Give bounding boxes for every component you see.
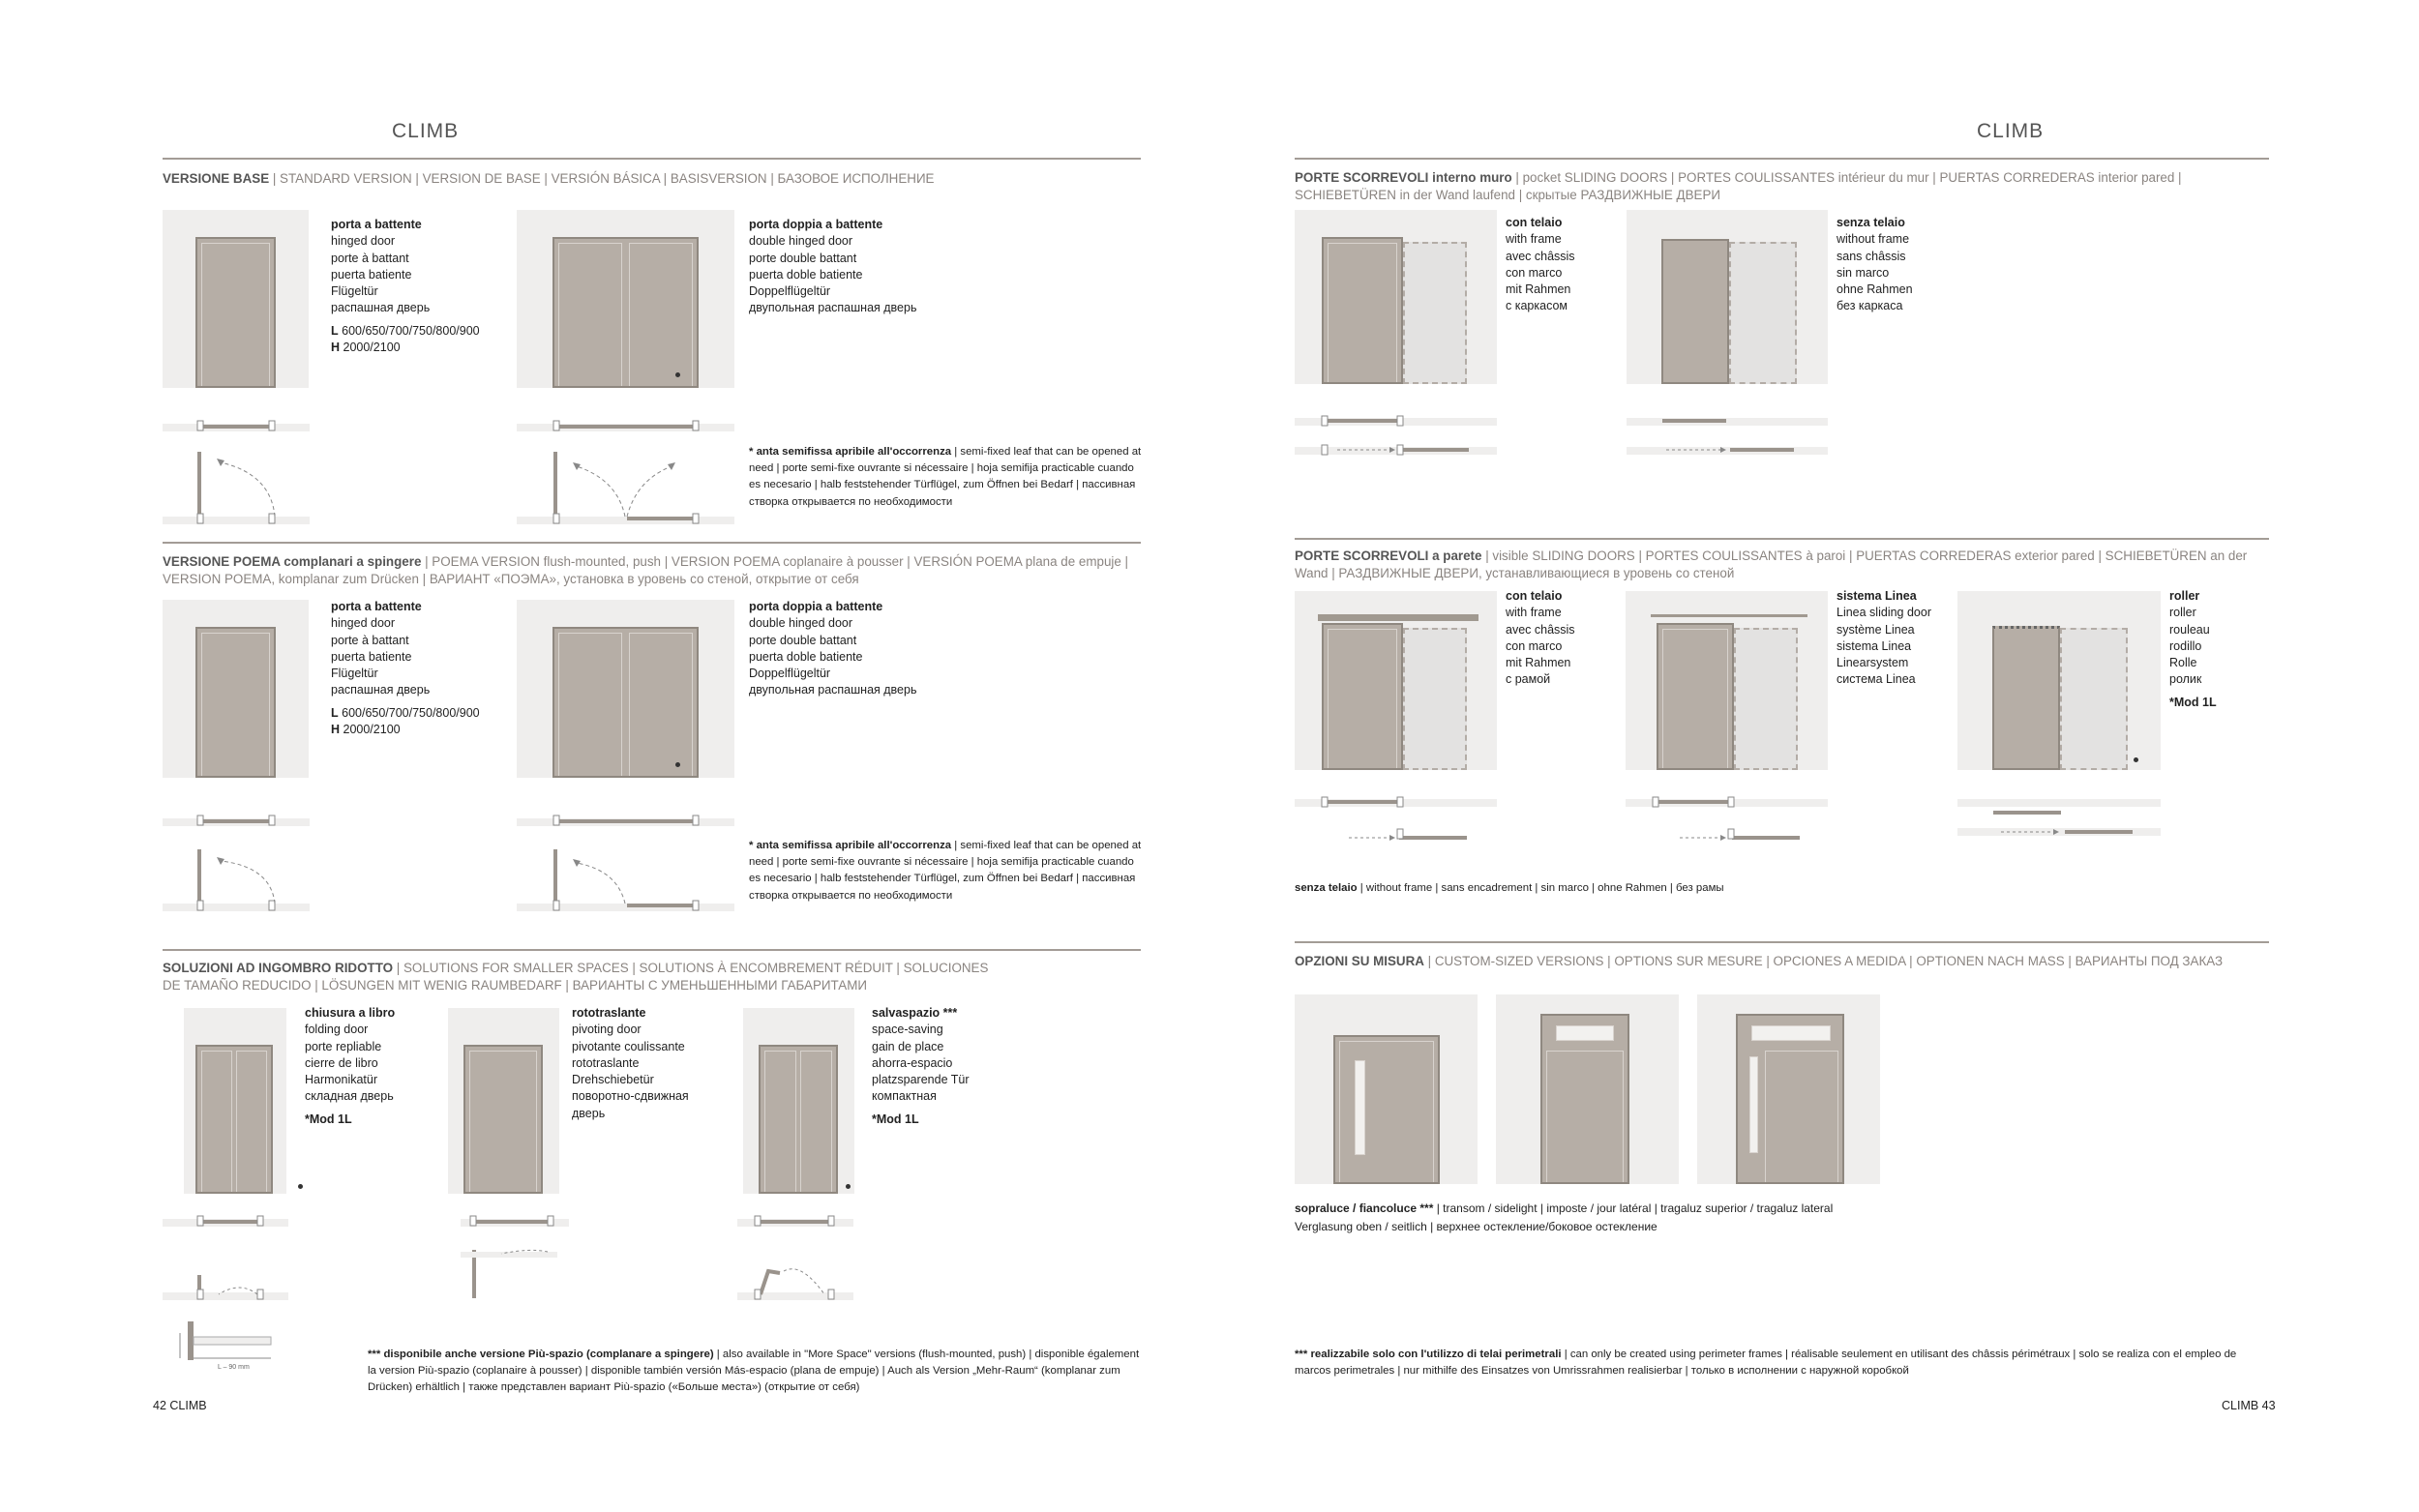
- dimension-diagram: [155, 1314, 290, 1372]
- page-number-left: 42 CLIMB: [153, 1399, 207, 1412]
- divider: [1295, 538, 2269, 540]
- door-illustration-wall-with-frame: [1295, 591, 1497, 770]
- label-without-frame: senza telaio without frame sans châssis sin marco ohne Rahmen без каркаса: [1837, 216, 1913, 313]
- label-linea-system: sistema Linea Linea sliding door système Linea sistema Linea Linearsystem система Linea: [1837, 589, 1931, 687]
- door-illustration-transom-sidelight: [1697, 994, 1880, 1184]
- section-heading-base: VERSIONE BASE | STANDARD VERSION | VERSION DE BASE | VERSIÓN BÁSICA | BASISVERSION | БАЗОВОЕ ИСПОЛНЕНИЕ: [163, 171, 935, 186]
- label-with-frame-wall: con telaio with frame avec châssis con marco mit Rahmen с рамой: [1506, 589, 1575, 687]
- label-roller: roller roller rouleau rodillo Rolle ролик *Mod 1L: [2169, 589, 2217, 709]
- section-heading-custom: OPZIONI SU MISURA | CUSTOM-SIZED VERSIONS | OPTIONS SUR MESURE | OPCIONES A MEDIDA | OPTIONEN NACH MASS | ВАРИАНТЫ ПОД ЗАКАЗ: [1295, 954, 2224, 968]
- note-perimeter-frames: *** realizzabile solo con l'utilizzo di telai perimetrali | can only be created using perimeter frames | réalisable seulement en utilisant des châssis périmétraux | solo se realiza con el empleo de marcos perimetrales | nur mithilfe des Einsatzes von Umrissrahmen realisierbar | только в исполнении с наружной коробкой: [1295, 1349, 2237, 1378]
- note-without-frame: senza telaio | without frame | sans encadrement | sin marco | ohne Rahmen | без рамы: [1295, 882, 1724, 894]
- note-semi-fixed-leaf-poema: * anta semifissa apribile all'occorrenza | semi-fixed leaf that can be opened at need | porte semi-fixe ouvrante si nécessaire | hoja semifija practicable cuando es necesario | halb feststehender Türflügel, zum Öffnen bei Bedarf | пассивная створка открывается по необходимости: [749, 840, 1142, 902]
- page-title-left: CLIMB: [392, 120, 460, 142]
- plan-diagram-base: [163, 416, 743, 527]
- door-illustration-double: [517, 210, 734, 388]
- door-illustration-roller: [1957, 591, 2161, 770]
- dimension-label: L – 90 mm: [218, 1364, 250, 1371]
- door-illustration-single: [163, 210, 309, 388]
- plan-diagram-poema: [163, 811, 743, 922]
- label-double-hinged-door: porta doppia a battente double hinged door porte double battant puerta doble batiente Doppelflügeltür двупольная распашная дверь: [749, 218, 917, 315]
- note-more-space: *** disponibile anche versione Più-spazio (complanare a spingere) | also available in "More Space" versions (flush-mounted, push) | disponible également la version Più-spazio (coplanaire à pousser) | disponible también versión Más-espacio (plana de empuje) | Auch als Version „Mehr-Raum“ (komplanar zum Drücken) erhältlich | также представлен вариант Più-spazio («Больше места») (открытие от себя): [368, 1349, 1140, 1394]
- divider: [163, 542, 1141, 544]
- label-hinged-door: porta a battente hinged door porte à battant puerta batiente Flügeltür распашная дверь L 600/650/700/750/800/900 H 2000/2100: [331, 600, 480, 737]
- page-number-right: CLIMB 43: [2222, 1399, 2276, 1412]
- door-illustration-single: [163, 600, 309, 778]
- label-hinged-door: porta a battente hinged door porte à battant puerta batiente Flügeltür распашная дверь L 600/650/700/750/800/900 H 2000/2100: [331, 218, 480, 355]
- door-illustration-transom: [1496, 994, 1679, 1184]
- section-heading-pocket: PORTE SCORREVOLI interno muro | pocket SLIDING DOORS | PORTES COULISSANTES intérieur du mur | PUERTAS CORREDERAS interior pared | SCHIEBETÜREN in der Wand laufend | скрытые РАЗДВИЖНЫЕ ДВЕРИ: [1295, 170, 2182, 202]
- page-title-right: CLIMB: [1977, 120, 2045, 142]
- label-double-hinged-door: porta doppia a battente double hinged door porte double battant puerta doble batiente Doppelflügeltür двупольная распашная дверь: [749, 600, 917, 697]
- label-pivoting-door: rototraslante pivoting door pivotante coulissante rototraslante Drehschiebetür поворотно-сдвижная дверь: [572, 1006, 689, 1120]
- door-illustration-space-saving: [743, 1008, 854, 1194]
- door-illustration-pocket-with-frame: [1295, 210, 1497, 384]
- section-heading-poema: VERSIONE POEMA complanari a spingere | POEMA VERSION flush-mounted, push | VERSION POEMA coplanaire à pousser | VERSIÓN POEMA plana de empuje | VERSION POEMA, komplanar zum Drücken | ВАРИАНТ «ПОЭМА», установка в уровень со стеной, открытие от себя: [163, 554, 1129, 586]
- door-illustration-sidelight: [1295, 994, 1478, 1184]
- plan-diagram-wall: [1295, 797, 2165, 845]
- door-illustration-folding: [184, 1008, 286, 1194]
- label-space-saving-door: salvaspazio *** space-saving gain de place ahorra-espacio platzsparende Tür компактная *Mod 1L: [872, 1006, 970, 1126]
- note-semi-fixed-leaf-base: * anta semifissa apribile all'occorrenza | semi-fixed leaf that can be opened at need | porte semi-fixe ouvrante si nécessaire | hoja semifija practicable cuando es necesario | halb feststehender Türflügel, zum Öffnen bei Bedarf | пассивная створка открывается по необходимости: [749, 446, 1142, 508]
- label-with-frame: con telaio with frame avec châssis con marco mit Rahmen с каркасом: [1506, 216, 1575, 313]
- section-heading-wall: PORTE SCORREVOLI a parete | visible SLIDING DOORS | PORTES COULISSANTES à paroi | PUERTAS CORREDERAS exterior pared | SCHIEBETÜREN an der Wand | РАЗДВИЖНЫЕ ДВЕРИ, устанавливающиеся в уровень со стеной: [1295, 548, 2248, 580]
- plan-diagram-small-spaces: [163, 1213, 898, 1310]
- divider: [1295, 941, 2269, 943]
- door-illustration-pocket-without-frame: [1627, 210, 1828, 384]
- divider: [163, 158, 1141, 160]
- door-illustration-double: [517, 600, 734, 778]
- label-folding-door: chiusura a libro folding door porte repliable cierre de libro Harmonikatür складная дверь *Mod 1L: [305, 1006, 396, 1126]
- door-illustration-linea: [1626, 591, 1828, 770]
- caption-transom-sidelight: sopraluce / fiancoluce *** | transom / sidelight | imposte / jour latéral | tragaluz superior / tragaluz lateral Verglasung oben / seitlich | верхнее остекление/боковое остекление: [1295, 1201, 1834, 1233]
- divider: [1295, 158, 2269, 160]
- door-illustration-pivoting: [448, 1008, 559, 1194]
- section-heading-small-spaces: SOLUZIONI AD INGOMBRO RIDOTTO | SOLUTIONS FOR SMALLER SPACES | SOLUTIONS À ENCOMBREMENT RÉDUIT | SOLUCIONES DE TAMAÑO REDUCIDO | LÖSUNGEN MIT WENIG RAUMBEDARF | ВАРИАНТЫ С УМЕНЬШЕННЫМИ ГАБАРИТАМИ: [163, 961, 989, 993]
- plan-diagram-pocket: [1295, 416, 1837, 464]
- divider: [163, 949, 1141, 951]
